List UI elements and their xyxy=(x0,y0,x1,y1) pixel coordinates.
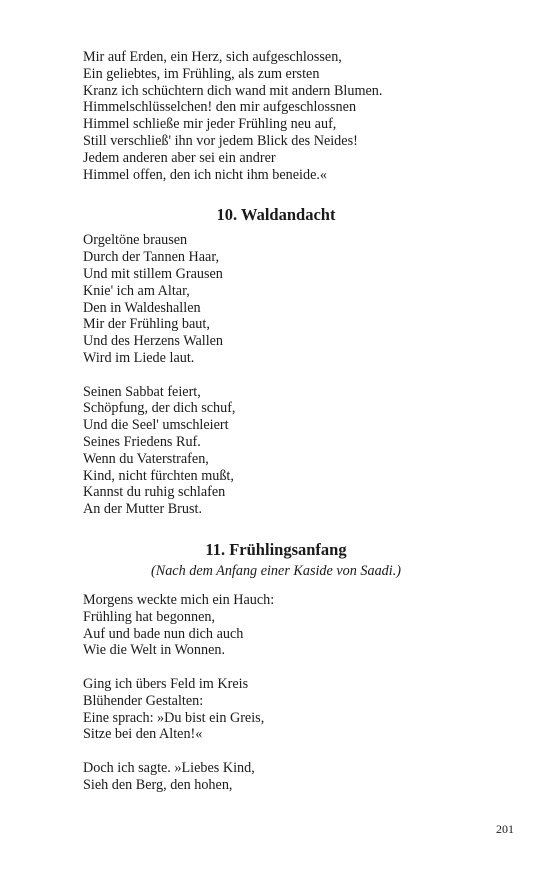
verse-line: Seines Friedens Ruf. xyxy=(83,433,201,450)
verse-line: Orgeltöne brausen xyxy=(83,232,188,249)
verse-line: Frühling hat begonnen, xyxy=(83,608,216,625)
verse-line: Knie' ich am Altar, xyxy=(83,282,190,299)
verse-line: Und des Herzens Wallen xyxy=(83,333,224,350)
verse-line: Wird im Liede laut. xyxy=(83,349,195,366)
verse-line: Seinen Sabbat feiert, xyxy=(83,383,201,400)
verse-line: Schöpfung, der dich schuf, xyxy=(83,400,236,417)
page-number: 201 xyxy=(496,822,514,836)
poem-title: 11. Frühlingsanfang xyxy=(205,539,347,559)
poem-stanza xyxy=(83,676,483,743)
verse-line: Wenn du Vaterstrafen, xyxy=(83,450,209,467)
verse-line: Jedem anderen aber sei ein andrer xyxy=(83,149,276,166)
verse-line: Ein geliebtes, im Frühling, als zum ersten xyxy=(83,65,320,82)
verse-line: Sieh den Berg, den hohen, xyxy=(83,776,233,793)
verse-line: Auf und bade nun dich auch xyxy=(83,625,244,642)
verse-line: Ging ich übers Feld im Kreis xyxy=(83,675,249,692)
text-column xyxy=(83,49,483,793)
verse-line: Doch ich sagte. »Liebes Kind, xyxy=(83,759,255,776)
poem-stanza xyxy=(83,760,483,794)
poem-stanza xyxy=(83,384,483,518)
verse-line: Himmelschlüsselchen! den mir aufgeschlossnen xyxy=(83,99,357,116)
verse-line: Himmel schließe mir jeder Frühling neu auf, xyxy=(83,116,337,133)
verse-line: Mir der Frühling baut, xyxy=(83,316,210,333)
poem-title: 10. Waldandacht xyxy=(216,205,336,225)
verse-line: Kind, nicht fürchten mußt, xyxy=(83,467,234,484)
verse-line: Eine sprach: »Du bist ein Greis, xyxy=(83,709,265,726)
poem-subtitle: (Nach dem Anfang einer Kaside von Saadi.) xyxy=(151,562,401,579)
verse-line: Den in Waldeshallen xyxy=(83,299,201,316)
verse-line: An der Mutter Brust. xyxy=(83,501,203,518)
verse-line: Wie die Welt in Wonnen. xyxy=(83,642,226,659)
verse-line: Himmel offen, den ich nicht ihm beneide.« xyxy=(83,166,328,183)
verse-line: Morgens weckte mich ein Hauch: xyxy=(83,591,275,608)
poem-stanza xyxy=(83,232,483,366)
verse-line: Und mit stillem Grausen xyxy=(83,265,223,282)
verse-line: Still verschließ' ihn vor jedem Blick des Neides! xyxy=(83,132,358,149)
verse-line: Und die Seel' umschleiert xyxy=(83,417,229,434)
verse-line: Sitze bei den Alten!« xyxy=(83,726,203,743)
continuation-stanza xyxy=(83,49,483,183)
verse-line: Blühender Gestalten: xyxy=(83,692,204,709)
verse-line: Kannst du ruhig schlafen xyxy=(83,484,226,501)
verse-line: Kranz ich schüchtern dich wand mit andern Blumen. xyxy=(83,82,383,99)
verse-line: Mir auf Erden, ein Herz, sich aufgeschlossen, xyxy=(83,49,342,65)
verse-line: Durch der Tannen Haar, xyxy=(83,249,220,266)
poem-stanza xyxy=(83,592,483,659)
